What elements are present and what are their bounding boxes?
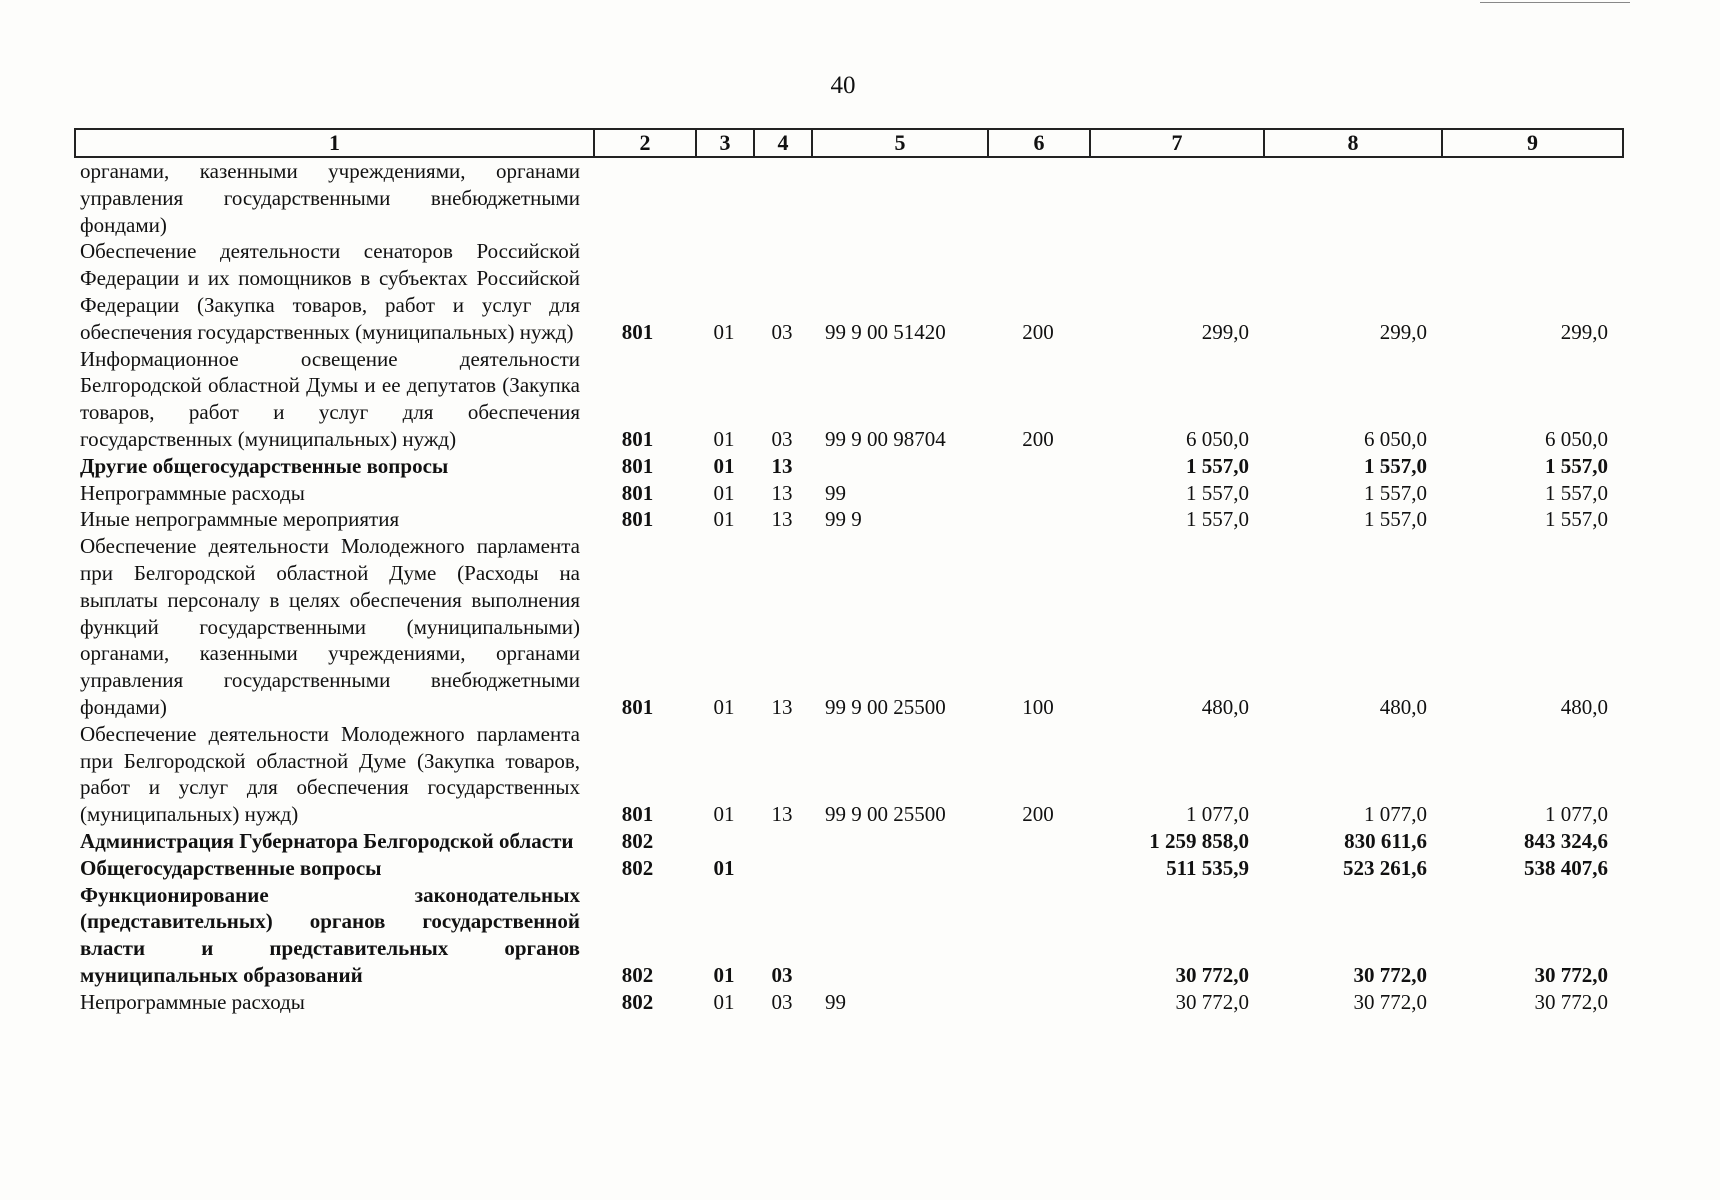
row-section-code [695,158,753,238]
row-target-article [811,882,987,989]
row-expense-type [987,453,1089,480]
row-amount-col7: 1 077,0 [1186,802,1249,827]
row-amount-col8: 6 050,0 [1364,426,1427,451]
header-col-9: 9 [1442,129,1623,157]
row-expense-type [987,158,1089,238]
row-section-code: 01 [713,507,735,532]
row-description: Непрограммные расходы [80,480,305,505]
row-ministry-code: 802 [621,855,654,880]
row-amount-col8: 30 772,0 [1353,989,1427,1014]
row-amount-col8: 480,0 [1379,694,1427,719]
row-amount-col9 [1441,158,1622,238]
row-expense-type [987,882,1089,989]
table-row [80,721,1622,828]
row-expense-type [987,480,1089,507]
row-ministry-code: 801 [621,453,654,478]
row-ministry-code: 802 [621,989,654,1014]
row-description: Обеспечение деятельности Молодежного парламента при Белгородской областной Думе (Закупка товаров, работ и услуг для обеспечения государственных (муниципальных) нужд) [80,721,580,827]
table-row [80,346,1622,453]
row-section-code: 01 [713,855,735,880]
row-subsection-code: 13 [771,802,793,827]
row-amount-col8: 1 557,0 [1364,453,1427,478]
row-amount-col7: 30 772,0 [1175,962,1249,987]
row-subsection-code: 13 [771,453,793,478]
row-section-code [695,828,753,855]
row-section-code: 01 [713,802,735,827]
row-amount-col9: 1 077,0 [1545,802,1608,827]
row-section-code: 01 [713,989,735,1014]
row-expense-type [987,828,1089,855]
row-amount-col7: 1 557,0 [1186,507,1249,532]
table-body [80,158,1622,1016]
row-section-code: 01 [713,319,735,344]
row-amount-col7 [1089,158,1263,238]
row-amount-col9: 1 557,0 [1545,480,1608,505]
row-subsection-code: 03 [771,962,793,987]
row-subsection-code [753,158,811,238]
row-amount-col8: 1 557,0 [1364,507,1427,532]
header-col-2: 2 [594,129,696,157]
row-amount-col9: 538 407,6 [1524,855,1608,880]
row-amount-col9: 30 772,0 [1534,962,1608,987]
table-row [80,506,1622,533]
row-subsection-code [753,855,811,882]
row-description: Общегосударственные вопросы [80,855,382,880]
top-edge-rule [1480,2,1630,3]
row-description: Обеспечение деятельности Молодежного парламента при Белгородской областной Думе (Расходы на выплаты персоналу в целях обеспечения выполнения функций государственными (муниципальными) органами, казенными учреждениями, органами управления государственными внебюджетными фондами) [80,534,580,719]
table-row [80,855,1622,882]
row-subsection-code: 03 [771,989,793,1014]
table-row [80,533,1622,721]
row-expense-type: 100 [1022,694,1054,719]
row-amount-col8: 1 557,0 [1364,480,1427,505]
row-target-article: 99 9 00 25500 [825,694,946,719]
row-expense-type [987,506,1089,533]
row-target-article [811,453,987,480]
table-row [80,480,1622,507]
row-amount-col7: 299,0 [1201,319,1249,344]
header-col-5: 5 [812,129,988,157]
row-ministry-code: 801 [621,426,654,451]
row-target-article: 99 9 00 98704 [825,426,946,451]
row-description: Непрограммные расходы [80,989,305,1014]
row-expense-type: 200 [1022,802,1054,827]
header-col-1: 1 [75,129,594,157]
row-subsection-code: 13 [771,480,793,505]
row-ministry-code: 801 [621,480,654,505]
row-subsection-code: 03 [771,319,793,344]
row-ministry-code: 801 [621,319,654,344]
row-amount-col7: 1 557,0 [1186,453,1249,478]
row-ministry-code: 801 [621,802,654,827]
row-amount-col8: 30 772,0 [1353,962,1427,987]
table-row [80,989,1622,1016]
row-ministry-code: 801 [621,507,654,532]
header-col-4: 4 [754,129,812,157]
row-description: Администрация Губернатора Белгородской области [80,828,574,853]
row-ministry-code: 802 [621,828,654,853]
header-col-3: 3 [696,129,754,157]
row-expense-type [987,989,1089,1016]
row-amount-col7: 511 535,9 [1166,855,1249,880]
table-row [80,238,1622,345]
row-expense-type: 200 [1022,319,1054,344]
row-subsection-code: 13 [771,694,793,719]
row-description: Иные непрограммные мероприятия [80,507,400,532]
row-target-article: 99 9 00 51420 [825,319,946,344]
budget-table [80,158,1622,1016]
row-subsection-code: 13 [771,507,793,532]
row-target-article [811,855,987,882]
row-description: Другие общегосударственные вопросы [80,453,449,478]
row-amount-col7: 6 050,0 [1186,426,1249,451]
row-expense-type [987,855,1089,882]
row-amount-col7: 480,0 [1201,694,1249,719]
row-description: Обеспечение деятельности сенаторов Российской Федерации и их помощников в субъектах Российской Федерации (Закупка товаров, работ и услуг для обеспечения государственных (муниципальных) нужд) [80,239,580,344]
row-description: органами, казенными учреждениями, органами управления государственными внебюджетными фондами) [80,159,580,237]
row-target-article: 99 [825,989,846,1014]
page-number: 40 [830,72,856,99]
table-header [74,128,1624,158]
row-ministry-code [580,158,695,238]
row-subsection-code: 03 [771,426,793,451]
row-amount-col9: 1 557,0 [1545,507,1608,532]
row-amount-col8: 523 261,6 [1343,855,1427,880]
table-row [80,453,1622,480]
row-section-code: 01 [713,962,735,987]
row-expense-type: 200 [1022,426,1054,451]
row-target-article: 99 9 [825,507,862,532]
header-col-7: 7 [1090,129,1264,157]
row-amount-col9: 843 324,6 [1524,828,1608,853]
row-amount-col7: 30 772,0 [1175,989,1249,1014]
row-amount-col7: 1 557,0 [1186,480,1249,505]
row-target-article: 99 9 00 25500 [825,802,946,827]
row-amount-col8: 1 077,0 [1364,802,1427,827]
row-amount-col8: 830 611,6 [1344,828,1427,853]
row-section-code: 01 [713,694,735,719]
row-description: Информационное освещение деятельности Белгородской областной Думы и ее депутатов (Закупка товаров, работ и услуг для обеспечения государственных (муниципальных) нужд) [80,346,580,451]
row-amount-col8: 299,0 [1379,319,1427,344]
table-row [80,158,1622,238]
row-target-article [811,158,987,238]
header-col-8: 8 [1264,129,1442,157]
row-target-article: 99 [825,480,846,505]
row-section-code: 01 [713,453,735,478]
row-amount-col9: 480,0 [1560,694,1608,719]
row-amount-col7: 1 259 858,0 [1149,828,1249,853]
row-amount-col9: 6 050,0 [1545,426,1608,451]
table-row [80,828,1622,855]
row-ministry-code: 801 [621,694,654,719]
header-col-6: 6 [988,129,1090,157]
row-amount-col8 [1263,158,1441,238]
row-amount-col9: 30 772,0 [1534,989,1608,1014]
row-amount-col9: 299,0 [1560,319,1608,344]
row-section-code: 01 [713,480,735,505]
row-target-article [811,828,987,855]
row-description: Функционирование законодательных (представительных) органов государственной власти и представительных органов муниципальных образований [80,882,580,987]
row-ministry-code: 802 [621,962,654,987]
row-amount-col9: 1 557,0 [1545,453,1608,478]
row-subsection-code [753,828,811,855]
table-row [80,882,1622,989]
row-section-code: 01 [713,426,735,451]
